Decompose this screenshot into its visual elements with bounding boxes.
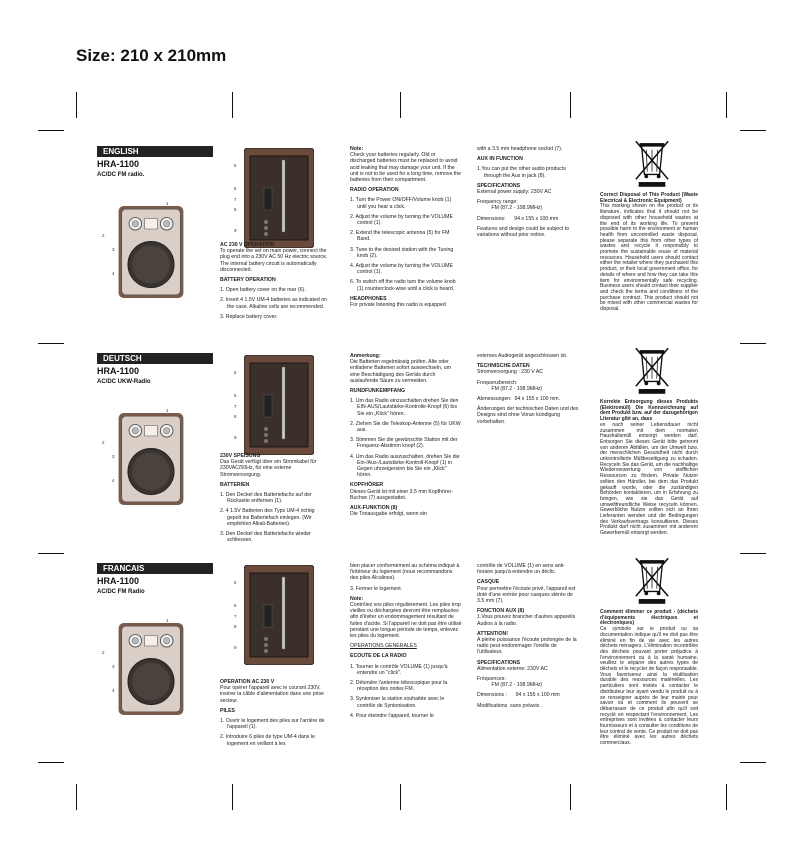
paragraph — [477, 216, 579, 222]
paragraph-text: 1.Vous pouvez brancher d'autres appareils Audios à la radio. — [477, 614, 577, 627]
paragraph — [350, 664, 462, 676]
text-column — [220, 453, 330, 547]
subtitle: AC/DC FM radio. — [97, 172, 145, 178]
list-item: 3. Syntoniser la station souhaitée avec le contrôle de Syntonisation. — [350, 696, 445, 709]
paragraph — [350, 696, 462, 708]
list-item: 2. Insert 4 1.5V UM-4 batteries as indicated on the case. Alkaline cells are recommended. — [220, 297, 327, 310]
paragraph-text: A pleine puissance l'écoute prolongée de la radio peut endommager l'oreille de l'utilisateur. — [477, 637, 579, 656]
list-item: 2. Introduire 6 piles de type UM-4 dans le logement en veillant à les — [220, 734, 315, 747]
callout-number: 6 — [234, 186, 237, 191]
paragraph — [350, 421, 462, 433]
paragraph — [350, 230, 462, 242]
paragraph — [350, 653, 462, 659]
paragraph — [477, 363, 579, 375]
paragraph — [477, 199, 579, 211]
paragraph-text: Alimentation externe: 230V AC — [477, 665, 548, 672]
paragraph-heading: AUX-FUNKTION (8) — [350, 505, 398, 512]
paragraph — [477, 146, 579, 152]
subtitle: AC/DC FM Radio — [97, 589, 145, 595]
paragraph-text: Pour permettre l'écoute privé, l'appareil est doté d'une entrée pour casques stéréo de 3.5 mm (7). — [477, 585, 577, 605]
paragraph — [220, 531, 330, 543]
paragraph — [350, 214, 462, 226]
list-item: 2. Extend the telescopic antenna (5) for FM Band. — [350, 230, 450, 243]
paragraph — [350, 482, 462, 501]
radio-back-image — [244, 565, 314, 665]
paragraph — [220, 314, 330, 320]
weee-bin-icon — [633, 347, 671, 395]
paragraph-text: Stromversorgung : 230 V AC — [477, 369, 544, 376]
list-item: 3. Den Deckel des Batteriefachs wieder schliessen. — [220, 531, 311, 544]
paragraph — [477, 166, 579, 178]
paragraph-heading: SPECIFICATIONS — [477, 659, 521, 666]
paragraph — [350, 596, 462, 639]
callout-number: 1 — [166, 201, 169, 206]
list-item: 2. Détendre l'antenne télescopique pour la réception des ondes FM. — [350, 680, 448, 693]
callout-number: 1 — [166, 408, 169, 413]
paragraph — [477, 692, 579, 698]
disposal-text: es nach seiner Lebensdauer nicht zusammen mit dem normalen Haushaltsmüll entsorgt werden darf. Entsorgen Sie dieses Gerät bitte getrennt von anderen Abfällen, um der Umwelt bzw. der menschlichen Gesundheit nicht durch unkontrollierte Müllbeseitigung zu schaden. Recyceln Sie das Gerät, um die nachhaltige Wiederverwertung von stofflichen Ressourcen zu fördern. Private Nutzer sollten den Händler, bei dem das Produkt gekauft wurde, oder die zuständigen Behörden kontaktieren, um in Erfahrung zu bringen, wie sie das Gerät auf umweltfreundliche Weise recyceln können. Gewerbliche Nutzer sollten sich an Ihren Lieferanten wenden und die Bedingungen des Verkaufsvertrags konsultieren. Dieses Produkt darf nicht zusammen mit anderem Gewerbemüll entsorgt werden. — [600, 421, 698, 537]
paragraph — [350, 586, 462, 592]
paragraph — [477, 563, 579, 575]
callout-number: 2 — [102, 650, 105, 655]
paragraph — [477, 156, 579, 162]
list-item: 4. Pour éteindre l'appareil, tourner le — [350, 712, 434, 719]
model-name: HRA-1100 — [97, 576, 140, 586]
paragraph-text: Features and design could be subject to variations without prior notice. — [477, 225, 571, 239]
paragraph — [220, 287, 330, 293]
callout-number: 1 — [166, 618, 169, 623]
model-name: HRA-1100 — [97, 366, 140, 376]
paragraph-text: Contrôlez vos piles régulièrement. Les piles trop vieilles ou déchargées devront être remplacées afin d'éviter un endommagement résultant de fuites d'acide. Si l'appareil ne doit pas être utilisé pendant une longue période de temps, enlevez les piles du logement. — [350, 602, 464, 640]
radio-back-image — [244, 148, 314, 248]
language-header: ENGLISH — [97, 146, 213, 157]
text-column — [220, 679, 330, 751]
paragraph-text: To operate the set on main power, connect the plug end into a 230V AC 50 Hz electric source. The internal battery circuit is automatically disconnected. — [220, 248, 329, 273]
size-label: Size: 210 x 210mm — [76, 46, 227, 65]
paragraph-heading: RADIO OPERATION — [350, 187, 399, 194]
paragraph — [220, 679, 330, 704]
callout-number: 3 — [112, 454, 115, 459]
text-column — [477, 353, 579, 429]
paragraph — [220, 482, 330, 488]
paragraph-heading: ATTENTION! — [477, 630, 509, 637]
paragraph — [220, 734, 330, 746]
paragraph — [350, 187, 462, 193]
paragraph-text: Frequency range: FM (87.2 - 108.9MHz) — [477, 199, 543, 212]
list-item: 1.You can put the other audio products through the Aux in jack (8). — [477, 166, 566, 179]
paragraph — [477, 660, 579, 672]
paragraph — [220, 708, 330, 714]
disposal-text: Ce symbole sur le produit ou sa documentation indique qu'il ne doit pas être éliminé en fin de vie avec les autres déchets ménagers. L'élimination incontrôlée des déchets pouvant porter préjudice à l'environnement ou à la santé humaine, veuillez le séparer des autres types de déchets et le recycler de façon responsable. Vous favoriserez ainsi la réutilisation durable des ressources matérielles. Les particuliers sont invités à contacter le distributeur leur ayant vendu le produit ou à se renseigner auprès de leur mairie pour savoir où et comment ils peuvent se débarrasser de ce produit afin qu'il soit recyclé en respectant l'environnement. Les entreprises sont invitées à contacter leurs fournisseurs et à consulter les conditions de leur contrat de vente. Ce produit ne doit pas être éliminé avec les autres déchets commerciaux. — [600, 626, 698, 747]
text-column — [350, 563, 462, 723]
text-column — [350, 353, 462, 521]
callout-number: 5 — [234, 370, 237, 375]
paragraph-text: Das Gerät verfügt über ein Stromkabel für 230VAC/50Hz, für eine externe Stromversorgung. — [220, 459, 318, 478]
paragraph-text: Fréquences: FM (87.2 - 108.9MHz) — [477, 676, 543, 689]
paragraph-text: Dimensions : 94 x 155 x 100 mm — [477, 692, 560, 699]
disposal-title: Correct Disposal of This Product (Waste Electrical & Electronic Equipment) — [600, 192, 698, 204]
paragraph — [477, 631, 579, 656]
disposal-notice — [600, 610, 698, 747]
list-item: 3. Stimmen Sie die gewünschte Station mit der Frequenz-Abstimm knopf (2). — [350, 437, 458, 450]
paragraph-text: contrôle de VOLUME (1) en sens anti-horaire jusqu'à entendre un déclic. — [477, 563, 565, 576]
callout-number: 5 — [234, 163, 237, 168]
list-item: 1. Turn the Power ON/OFF/Volume knob (1) until you hear a click. — [350, 197, 452, 210]
paragraph-heading: CASQUE — [477, 579, 500, 586]
list-item: 4. Um das Radio auszuschalten, drehen Sie die Ein-/Aus-/Lautstärke-Kontroll-Knopf (1) in Gegen uhrzeigersinn bis Sie ein „Klick" hören. — [350, 453, 460, 479]
disposal-notice — [600, 400, 698, 537]
list-item: 4. Adjust the volume by turning the VOLUME control (1). — [350, 263, 453, 276]
callout-number: 9 — [234, 228, 237, 233]
callout-number: 6 — [234, 603, 237, 608]
paragraph — [477, 406, 579, 425]
list-item: 3. Fermer le logement. — [350, 585, 403, 592]
callout-number: 7 — [234, 404, 237, 409]
paragraph-heading: BATTERIEN — [220, 481, 250, 488]
paragraph-text: Die Tonausgabe erfolgt, wenn ein — [350, 511, 427, 518]
paragraph-text: Die Batterien regelmässig prüfen. Alte oder entladene Batterien sofort auswechseln, um eine Beschädigung des Geräts durch auslaufende Säure zu vermeiden. — [350, 359, 453, 384]
radio-back-image — [244, 355, 314, 455]
paragraph-text: Änderungen der technischen Daten und des Designs sind ohne Voran kündigung vorbehalten. — [477, 406, 580, 425]
weee-bin-icon — [633, 140, 671, 188]
callout-number: 6 — [234, 393, 237, 398]
paragraph — [350, 296, 462, 308]
paragraph — [350, 643, 462, 649]
paragraph — [350, 279, 462, 291]
list-item: 1. Ouvrir le logement des piles sur l'arrière de l'appareil (1). — [220, 718, 325, 731]
paragraph — [350, 505, 462, 517]
paragraph-heading: TECHNISCHE DATEN — [477, 363, 530, 370]
disposal-title: Korrekte Entsorgung dieses Produkts (Elektromüll) Die Kennzeichnung auf dem Produkt bzw. auf der dazugehörigen Literatur gibt an, dass — [600, 399, 698, 423]
paragraph — [220, 453, 330, 478]
text-column — [220, 242, 330, 324]
paragraph — [220, 242, 330, 273]
paragraph — [477, 353, 579, 359]
paragraph — [477, 380, 579, 392]
callout-number: 7 — [234, 614, 237, 619]
paragraph-text: with a 3.5 mm headphone socket (7). — [477, 146, 563, 152]
text-column — [477, 146, 579, 242]
callout-number: 2 — [102, 440, 105, 445]
paragraph-heading: Note: — [350, 595, 364, 602]
disposal-title: Comment éliminer ce produit - (déchets d'équipements électriques et électroniques) — [600, 609, 698, 627]
paragraph-text: Dieses Gerät ist mit einer 3.5 mm Kopfhörer-Buchse (7) ausgestattet. — [350, 488, 453, 501]
paragraph-heading: ECOUTE DE LA RADIO — [350, 653, 407, 660]
list-item: 6. To switch off the radio turn the volume knob (1) counterclock-wise until a click is heard. — [350, 279, 456, 292]
paragraph-heading: OPERATION AC 230 V — [220, 679, 275, 685]
callout-number: 3 — [112, 664, 115, 669]
paragraph — [477, 183, 579, 195]
callout-number: 4 — [112, 478, 115, 483]
paragraph-text: Check your batteries regularly. Old or discharged batteries must be replaced to avoid acid leaking that may damage your unit. If the unit is not to be used for a long time, remove the batteries from their compartment. — [350, 152, 463, 184]
callout-number: 2 — [102, 233, 105, 238]
paragraph — [477, 703, 579, 709]
paragraph — [220, 508, 330, 527]
paragraph — [220, 297, 330, 309]
list-item: 2. Ziehen Sie die Teleskop-Antenne (5) für UKW aus. — [350, 420, 461, 434]
paragraph — [350, 713, 462, 719]
paragraph — [220, 492, 330, 504]
callout-number: 8 — [234, 624, 237, 629]
paragraph — [477, 226, 579, 238]
callout-number: 8 — [234, 414, 237, 419]
paragraph-heading: HEADPHONES — [350, 295, 387, 302]
weee-bin-icon — [633, 557, 671, 605]
paragraph — [350, 454, 462, 479]
paragraph — [350, 563, 462, 582]
callout-number: 3 — [112, 247, 115, 252]
underlined-heading: OPERATIONS GENERALES — [350, 643, 417, 650]
paragraph-heading: BATTERY OPERATION — [220, 277, 276, 284]
paragraph — [350, 197, 462, 209]
paragraph-heading: AC 230 V OPERATION — [220, 242, 275, 248]
paragraph — [220, 718, 330, 730]
paragraph-heading: PILES — [220, 707, 235, 714]
paragraph — [350, 263, 462, 275]
list-item: 1. Um das Radio einzuschalten drehen Sie den EIN-AUS/Lautstärke-Kontrolle-Knopf (6) bis Sie ein „Klick" hören. — [350, 398, 459, 417]
paragraph-text: Frequenzbereich: FM (87.2 - 108.9MHz) — [477, 379, 543, 392]
paragraph-heading: 230V SPEISUNG — [220, 453, 261, 459]
paragraph-text: Abmessungen: 94 x 155 x 100 mm. — [477, 396, 561, 403]
text-column — [350, 146, 462, 312]
callout-number: 4 — [112, 688, 115, 693]
text-column — [477, 563, 579, 713]
paragraph — [477, 396, 579, 402]
paragraph-text: Modifications sans préavis . — [477, 702, 543, 709]
paragraph — [477, 579, 579, 604]
paragraph-text: Pour opérer l'appareil avec le courant 230V, insérer la câble d'alimentation dans une prise secteur. — [220, 685, 326, 704]
paragraph-heading: Anmerkung: — [350, 353, 381, 359]
paragraph — [350, 437, 462, 449]
callout-number: 5 — [234, 580, 237, 585]
language-header: FRANCAIS — [97, 563, 213, 574]
radio-front-image — [118, 206, 184, 298]
callout-number: 8 — [234, 207, 237, 212]
paragraph — [220, 277, 330, 283]
paragraph-text: Dimensions: 94 x 155 x 100 mm — [477, 215, 559, 222]
list-item: 1. Open battery cover on the rear (6). — [220, 287, 306, 294]
paragraph-text: bien placer conformément au schéma indiqué à l'intérieur du logement (nous recommandons des piles Alcalines). — [350, 563, 461, 582]
language-header: DEUTSCH — [97, 353, 213, 364]
paragraph — [350, 680, 462, 692]
paragraph-text: externes Audiogerät angeschlossen ist. — [477, 353, 568, 359]
radio-front-image — [118, 623, 184, 715]
radio-front-image — [118, 413, 184, 505]
paragraph — [477, 608, 579, 627]
paragraph-heading: Note: — [350, 146, 364, 152]
callout-number: 9 — [234, 435, 237, 440]
paragraph — [350, 388, 462, 394]
list-item: 2. 4 1.5V Batterien des Typs UM-4 richtig gepolt ins Batteriefach einlegen. (Wir empfehlen Alkali-Batterien). — [220, 508, 315, 527]
list-item: 3. Replace battery cover. — [220, 313, 278, 320]
paragraph-heading: SPECIFICATIONS — [477, 182, 521, 189]
callout-number: 4 — [112, 271, 115, 276]
disposal-notice — [600, 193, 698, 313]
list-item: 1. Den Deckel des Batteriefachs auf der Rückseite entfernen (1). — [220, 492, 312, 505]
paragraph-heading: FONCTION AUX (8) — [477, 608, 525, 615]
list-item: 3. Tune to the desired station with the Tuning knob (2). — [350, 246, 454, 259]
callout-number: 7 — [234, 197, 237, 202]
paragraph — [350, 398, 462, 417]
paragraph — [477, 676, 579, 688]
model-name: HRA-1100 — [97, 159, 140, 169]
paragraph — [350, 353, 462, 384]
paragraph-text: For private listening this radio is equipped — [350, 302, 446, 309]
paragraph-heading: AUX IN FUNCTION — [477, 156, 523, 163]
callout-number: 9 — [234, 645, 237, 650]
list-item: 1. Tourner le contrôle VOLUME (1) jusqu'à entendre un "click". — [350, 663, 448, 676]
list-item: 2. Adjust the volume by turning the VOLUME control (1). — [350, 213, 453, 227]
paragraph-text: External power supply: 230V AC — [477, 189, 552, 196]
paragraph — [350, 146, 462, 183]
disposal-text: This marking shown on the product or its literature, indicates that it should not be disposed with other household wastes at the end of its working life. To prevent possible harm to the environment or human health from uncontrolled waste disposal, please separate this from other types of wastes and recycle it responsibly to promote the sustainable reuse of material resources. Household users should contact either the retailer where they purchased this product, or their local government office, for details of where and how they can take this item for environmentally safe recycling. Business users should contact their supplier and check the terms and conditions of the purchase contract. This product should not be mixed with other commercial wastes for disposal. — [600, 203, 698, 313]
subtitle: AC/DC UKW-Radio — [97, 379, 151, 385]
paragraph-heading: RUNDFUNKEMPFANG — [350, 388, 406, 395]
paragraph-heading: KOPFHÖRER — [350, 482, 384, 489]
paragraph — [350, 247, 462, 259]
